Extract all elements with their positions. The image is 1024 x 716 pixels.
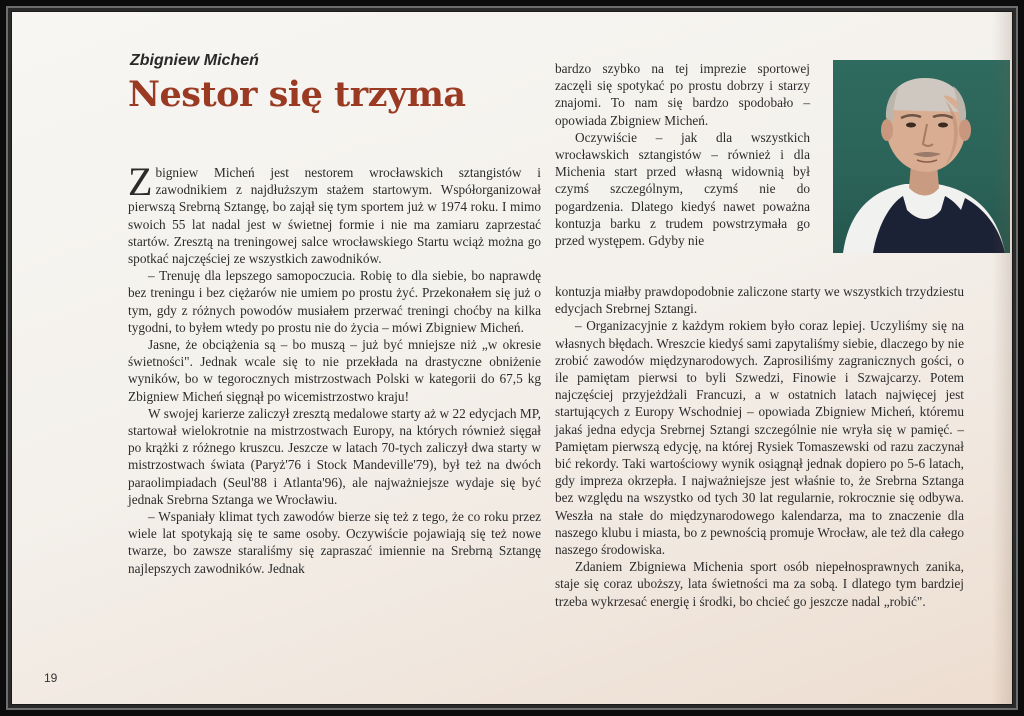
paragraph: bardzo szybko na tej imprezie sportowej zaczęli się spotykać po prostu dobrzy i starzy znajomi. To nam się bardzo spodobało – opowiada Zbigniew Micheń.	[555, 61, 810, 128]
article-title: Nestor się trzyma	[128, 74, 466, 115]
paragraph: – Organizacyjnie z każdym rokiem było coraz lepiej. Uczyliśmy się na własnych błędach. Wreszcie kiedyś sami zapytaliśmy siebie, dlaczego by nie zrobić zawodów międzynarodowych. Zaprosiliśmy zagranicznych gości, o ile pamiętam pierwsi to byli Szwedzi, Finowie i Szwajcarzy. Potem najczęściej przyjeżdżali Francuzi, a w ostatnich latach najwięcej jest startujących z Europy Wschodniej – opowiada Zbigniew Micheń, któremu jakaś jedna edycja Srebrnej Sztangi szczególnie nie wryła się w pamięć. – Pamiętam pierwszą edycję, na której Rysiek Tomaszewski od razu zaczynał bić rekordy. Taki wartościowy wynik osiągnął jednak dopiero po 5-6 latach, gdy impreza okrzepła. I najważniejsze jest właśnie to, że Srebrna Sztanga bez względu na wszystko od tych 30 lat regularnie, rokrocznie się odbywa. Weszła na stałe do międzynarodowego kalendarza, ma to znaczenie dla naszego klubu i miasta, bo z pewnością promuje Wrocław, ale też dla całego naszego środowiska.	[555, 318, 964, 558]
paragraph: kontuzja miałby prawdopodobnie zaliczone starty we wszystkich trzydziestu edycjach Srebrnej Sztangi.	[555, 284, 964, 317]
article-column-left	[128, 159, 541, 577]
paragraph: Jasne, że obciążenia są – bo muszą – już być mniejsze niż „w okresie świetności". Jednak wcale się to nie przekłada na drastyczne obniżenie wyników, bo w tegorocznych mistrzostwach Polski w kategorii do 67,5 kg Zbigniew Micheń sięgnął po wicemistrzostwo kraju!	[128, 337, 541, 404]
article-column-right-bottom	[555, 283, 964, 610]
paragraph	[128, 159, 541, 267]
magazine-page	[12, 12, 1012, 704]
page-number: 19	[44, 671, 58, 685]
paragraph: Oczywiście – jak dla wszystkich wrocławskich sztangistów – również i dla Michenia start przed własną widownią był czymś szczególnym, czymś nie do pogardzenia. Dlatego kiedyś nawet poważna kontuzja barku z trudem powstrzymała go przed występem. Gdyby nie	[555, 129, 810, 249]
drop-cap: Z	[128, 159, 153, 204]
paragraph: Zdaniem Zbigniewa Michenia sport osób niepełnosprawnych zanika, staje się coraz uboższy, lata świetności ma za sobą. I dlatego tym bardziej trzeba wykrzesać energię i środki, bo chcieć go jeszcze nadal „robić".	[555, 559, 964, 609]
paragraph: – Trenuję dla lepszego samopoczucia. Robię to dla siebie, bo naprawdę bez treningu i bez ciężarów nie umiem po prostu żyć. Przekonałem się już o tym, gdy z różnych powodów musiałem przerwać treningi choćby na kilka tygodni, to byłem wtedy po prostu nie do życia – mówi Zbigniew Micheń.	[128, 268, 541, 335]
article-author: Zbigniew Micheń	[130, 52, 259, 69]
paragraph: – Wspaniały klimat tych zawodów bierze się też z tego, że co roku przez wiele lat spotykają się te same osoby. Oczywiście pojawiają się też nowe twarze, bo zawsze staraliśmy się zapraszać imiennie na Srebrną Sztangę najlepszych zawodników. Jednak	[128, 509, 541, 576]
paragraph-text: bigniew Micheń jest nestorem wrocławskich sztangistów i zawodnikiem z najdłuższym stażem startowym. Współorganizował pierwszą Srebrną Sztangę, bo zajął się tym sportem już w 1974 roku. I mimo swoich 55 lat nadal jest w świetnej formie i nie ma zamiaru zaprzestać startów. Zresztą na treningowej salce wrocławskiego Startu wciąż można go spotkać najczęściej ze wszystkich zawodników.	[128, 165, 541, 267]
athlete-portrait-illustration	[833, 60, 1010, 253]
paragraph: W swojej karierze zaliczył zresztą medalowe starty aż w 22 edycjach MP, startował wielokrotnie na mistrzostwach Europy, na których również sięgał po krążki z różnego kruszcu. Jeszcze w latach 70-tych zaliczył dwa starty w mistrzostwach świata (Paryż'76 i Stock Mandeville'79), był też na dwóch paraolimpiadach (Seul'88 i Atlanta'96), ale najważniejsze wydaje się być jednak Srebrna Sztanga we Wrocławiu.	[128, 405, 541, 507]
portrait-photo	[833, 60, 1010, 253]
article-column-right-top	[555, 60, 810, 249]
